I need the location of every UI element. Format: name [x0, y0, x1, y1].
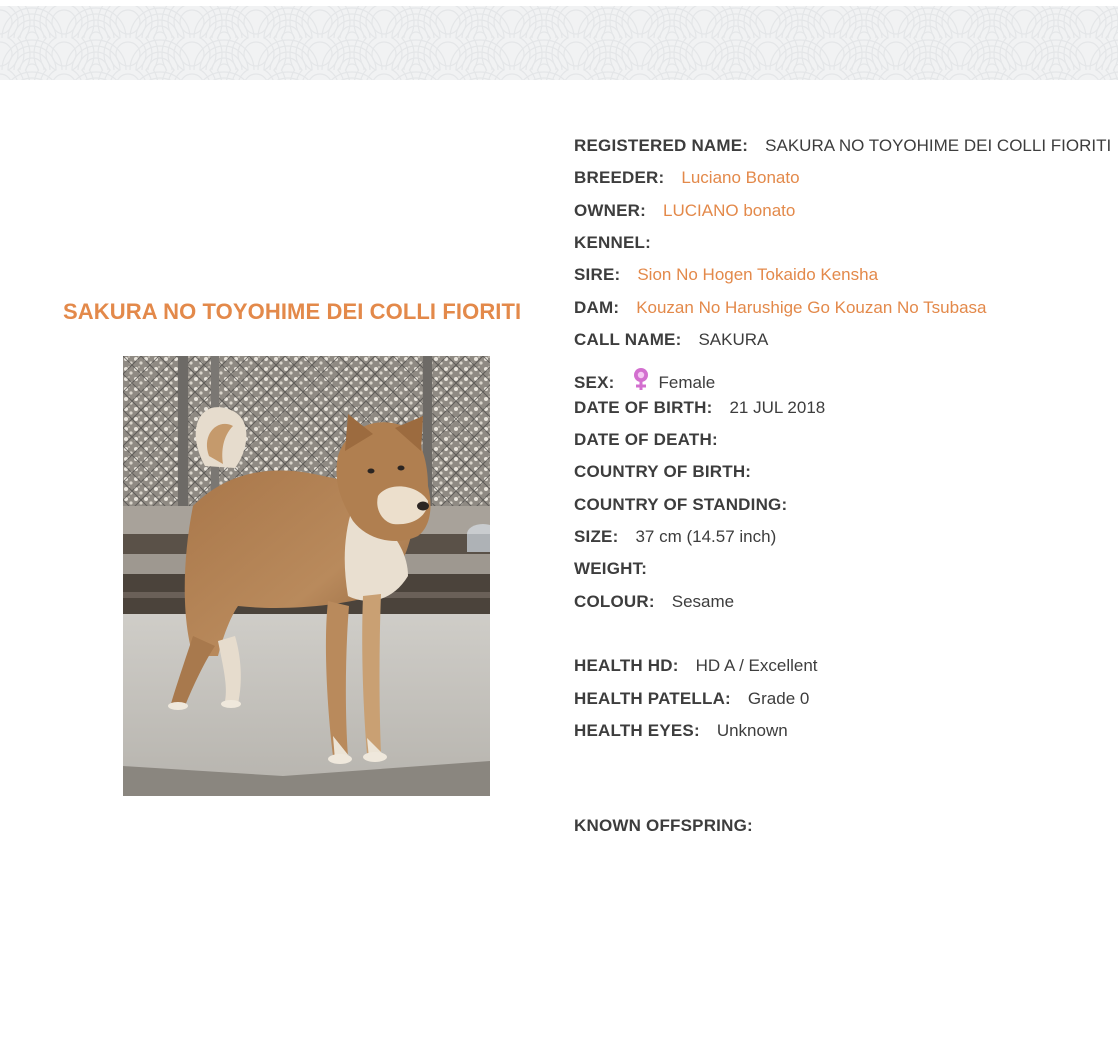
health-eyes-value: Unknown [716, 721, 788, 740]
dam-label: DAM: [574, 298, 620, 317]
sire-label: SIRE: [574, 265, 621, 284]
date-of-death-label: DATE OF DEATH: [574, 430, 718, 449]
weight-label: WEIGHT: [574, 559, 648, 578]
sire-link[interactable]: Sion No Hogen Tokaido Kensha [637, 265, 879, 284]
female-icon [632, 367, 650, 396]
owner-label: OWNER: [574, 201, 647, 220]
kennel-row [574, 233, 668, 253]
shiba-inu-image [123, 356, 490, 796]
health-eyes-row [574, 721, 788, 741]
owner-row [574, 201, 795, 221]
health-patella-label: HEALTH PATELLA: [574, 689, 731, 708]
date-of-death-row [574, 430, 735, 450]
call-name-label: CALL NAME: [574, 330, 682, 349]
health-hd-value: HD A / Excellent [695, 656, 818, 675]
call-name-value: SAKURA [698, 330, 769, 349]
sex-row [574, 367, 715, 396]
dog-photo [123, 356, 490, 796]
sex-value: Female [658, 373, 716, 392]
colour-row [574, 592, 734, 612]
known-offspring-row [574, 816, 770, 836]
country-of-standing-row [574, 495, 804, 515]
country-of-birth-row [574, 462, 768, 482]
date-of-birth-row [574, 398, 825, 418]
breeder-row [574, 168, 800, 188]
header-banner [0, 6, 1118, 80]
weight-row [574, 559, 664, 579]
wave-pattern [0, 6, 1118, 80]
country-of-birth-label: COUNTRY OF BIRTH: [574, 462, 752, 481]
health-patella-value: Grade 0 [747, 689, 810, 708]
health-patella-row [574, 689, 809, 709]
size-value: 37 cm (14.57 inch) [635, 527, 777, 546]
date-of-birth-label: DATE OF BIRTH: [574, 398, 713, 417]
dam-link[interactable]: Kouzan No Harushige Go Kouzan No Tsubasa [636, 298, 987, 317]
owner-link[interactable]: LUCIANO bonato [663, 201, 796, 220]
sex-label: SEX: [574, 373, 615, 392]
dam-row [574, 298, 986, 318]
colour-label: COLOUR: [574, 592, 655, 611]
sire-row [574, 265, 878, 285]
registered-name-row [574, 136, 1111, 156]
dog-name-heading: SAKURA NO TOYOHIME DEI COLLI FIORITI [63, 299, 522, 324]
breeder-label: BREEDER: [574, 168, 665, 187]
date-of-birth-value: 21 JUL 2018 [729, 398, 826, 417]
known-offspring-label: KNOWN OFFSPRING: [574, 816, 753, 835]
size-row [574, 527, 776, 547]
size-label: SIZE: [574, 527, 619, 546]
registered-name-value: SAKURA NO TOYOHIME DEI COLLI FIORITI [765, 136, 1112, 155]
breeder-link[interactable]: Luciano Bonato [681, 168, 800, 187]
country-of-standing-label: COUNTRY OF STANDING: [574, 495, 788, 514]
health-hd-row [574, 656, 818, 676]
health-eyes-label: HEALTH EYES: [574, 721, 700, 740]
kennel-label: KENNEL: [574, 233, 651, 252]
call-name-row [574, 330, 768, 350]
health-hd-label: HEALTH HD: [574, 656, 679, 675]
colour-value: Sesame [671, 592, 735, 611]
registered-name-label: REGISTERED NAME: [574, 136, 749, 155]
